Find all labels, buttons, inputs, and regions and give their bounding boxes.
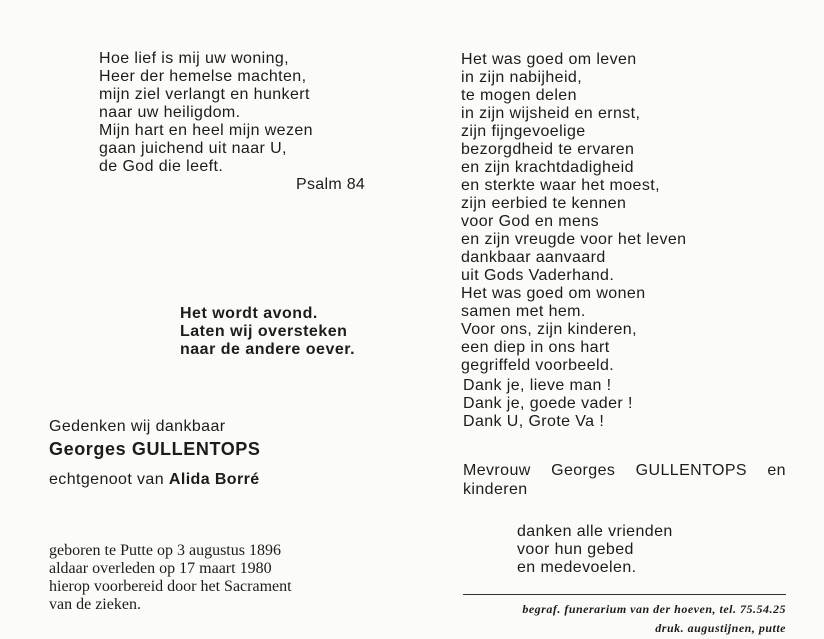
tribute-line: voor God en mens: [461, 213, 600, 230]
life-details: [49, 542, 292, 614]
thanks-line: Dank U, Grote Va !: [463, 413, 605, 430]
tribute-line: in zijn wijsheid en ernst,: [461, 105, 641, 122]
tribute-thanks: [463, 377, 633, 431]
spouse-name: Alida Borré: [168, 471, 260, 488]
evening-verse-line: naar de andere oever.: [180, 341, 356, 358]
tribute-line: een diep in ons hart: [461, 339, 610, 356]
psalm-line: Heer der hemelse machten,: [99, 68, 307, 85]
thanks-line: Dank je, goede vader !: [463, 395, 633, 412]
tribute-line: uit Gods Vaderhand.: [461, 267, 615, 284]
psalm-line: mijn ziel verlangt en hunkert: [99, 86, 310, 103]
psalm-line: Hoe lief is mij uw woning,: [99, 50, 290, 67]
psalm-reference: Psalm 84: [296, 176, 366, 193]
thanks-line: Dank je, lieve man !: [463, 377, 612, 394]
tribute-line: gegriffeld voorbeeld.: [461, 357, 615, 374]
evening-verse-line: Laten wij oversteken: [180, 323, 348, 340]
deceased-name: [49, 439, 261, 460]
family-word: Mevrouw: [463, 462, 531, 479]
tribute-line: en sterkte waar het moest,: [461, 177, 660, 194]
family-thanks-line: en medevoelen.: [517, 559, 637, 576]
psalm-line: de God die leeft.: [99, 158, 224, 175]
life-details-line: aldaar overleden op 17 maart 1980: [49, 560, 272, 577]
remember-text: Gedenken wij dankbaar: [49, 418, 226, 435]
evening-verse: [180, 305, 355, 359]
spouse-line: [49, 471, 260, 489]
tribute-line: Het was goed om wonen: [461, 285, 646, 302]
tribute-line: bezorgdheid te ervaren: [461, 141, 635, 158]
family-thanks-line: danken alle vrienden: [517, 523, 673, 540]
tribute-line: in zijn nabijheid,: [461, 69, 583, 86]
life-details-line: hierop voorbereid door het Sacrament: [49, 578, 292, 595]
tribute-line: zijn eerbied te kennen: [461, 195, 627, 212]
tribute-line: dankbaar aanvaard: [461, 249, 606, 266]
psalm-text: [99, 50, 313, 176]
tribute-line: zijn fijngevoelige: [461, 123, 586, 140]
family-word: GULLENTOPS: [635, 462, 747, 479]
family-word: en: [767, 462, 786, 479]
family-signature: [463, 462, 786, 480]
tribute-line: Voor ons, zijn kinderen,: [461, 321, 637, 338]
divider: [463, 594, 786, 595]
tribute-poem: [461, 51, 686, 375]
psalm-line: gaan juichend uit naar U,: [99, 140, 287, 157]
psalm-line: Mijn hart en heel mijn wezen: [99, 122, 313, 139]
deceased-first-name: Georges: [49, 439, 127, 459]
family-signature-children: kinderen: [463, 481, 528, 498]
deceased-last-name: GULLENTOPS: [131, 439, 261, 459]
family-thanks-line: voor hun gebed: [517, 541, 634, 558]
life-details-line: van de zieken.: [49, 596, 141, 613]
tribute-line: samen met hem.: [461, 303, 586, 320]
family-word: Georges: [551, 462, 616, 479]
funeral-home-credit: begraf. funerarium van der hoeven, tel. 75.54.25: [522, 602, 786, 616]
printer-credit: druk. augustijnen, putte: [655, 621, 786, 635]
tribute-line: Het was goed om leven: [461, 51, 637, 68]
spouse-prefix: echtgenoot van: [49, 471, 165, 488]
life-details-line: geboren te Putte op 3 augustus 1896: [49, 542, 281, 559]
psalm-line: naar uw heiligdom.: [99, 104, 241, 121]
tribute-line: en zijn vreugde voor het leven: [461, 231, 687, 248]
evening-verse-line: Het wordt avond.: [180, 305, 318, 322]
family-thanks: [517, 523, 673, 577]
tribute-line: te mogen delen: [461, 87, 577, 104]
tribute-line: en zijn krachtdadigheid: [461, 159, 634, 176]
